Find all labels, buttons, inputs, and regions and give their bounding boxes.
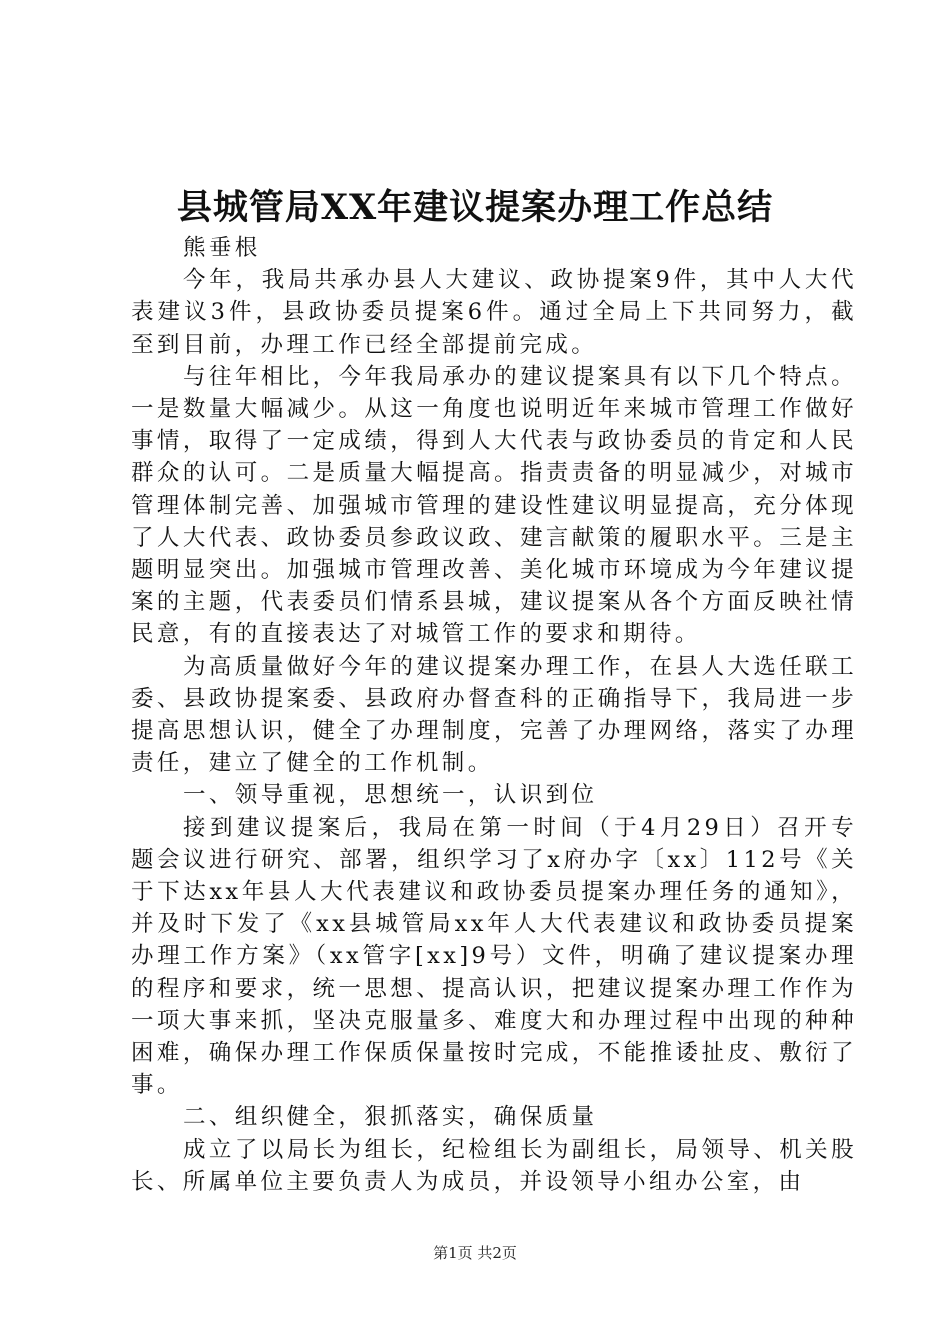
section-heading-1: 一、领导重视，思想统一，认识到位 (183, 782, 598, 809)
section-heading-2: 二、组织健全，狠抓落实，确保质量 (183, 1104, 598, 1131)
author-name: 熊垂根 (183, 235, 261, 261)
page-footer: 第1页 共2页 (433, 1244, 517, 1262)
paragraph-organization: 成立了以局长为组长，纪检组长为副组长，局领导、机关股长、所属单位主要负责人为成员，并设领导小组办公室，由 (131, 1136, 857, 1195)
paragraph-meeting: 接到建议提案后，我局在第一时间（于4月29日）召开专题会议进行研究、部署，组织学习了x府办字〔xx〕112号《关于下达xx年县人大代表建议和政协委员提案办理任务的通知》，并及时下发了《xx县城管局xx年人大代表建议和政协委员提案办理工作方案》（xx管字[xx]9号）文件，明确了建议提案办理的程序和要求，统一思想、提高认识，把建议提案办理工作作为一项大事来抓，坚决克服量多、难度大和办理过程中出现的种种困难，确保办理工作保质保量按时完成，不能推诿扯皮、敷衍了事。 (131, 814, 857, 1099)
document-body (131, 232, 857, 1198)
document-title: 县城管局XX年建议提案办理工作总结 (176, 187, 774, 228)
paragraph-intro: 今年，我局共承办县人大建议、政协提案9件，其中人大代表建议3件，县政协委员提案6件。通过全局上下共同努力，截至到目前，办理工作已经全部提前完成。 (131, 267, 857, 358)
paragraph-features: 与往年相比，今年我局承办的建议提案具有以下几个特点。一是数量大幅减少。从这一角度也说明近年来城市管理工作做好事情，取得了一定成绩，得到人大代表与政协委员的肯定和人民群众的认可。二是质量大幅提高。指责责备的明显减少，对城市管理体制完善、加强城市管理的建设性建议明显提高，充分体现了人大代表、政协委员参政议政、建言献策的履职水平。三是主题明显突出。加强城市管理改善、美化城市环境成为今年建议提案的主题，代表委员们情系县城，建议提案从各个方面反映社情民意，有的直接表达了对城管工作的要求和期待。 (131, 363, 857, 648)
paragraph-guidance: 为高质量做好今年的建议提案办理工作，在县人大选任联工委、县政协提案委、县政府办督查科的正确指导下，我局进一步提高思想认识，健全了办理制度，完善了办理网络，落实了办理责任，建立了健全的工作机制。 (131, 653, 857, 777)
